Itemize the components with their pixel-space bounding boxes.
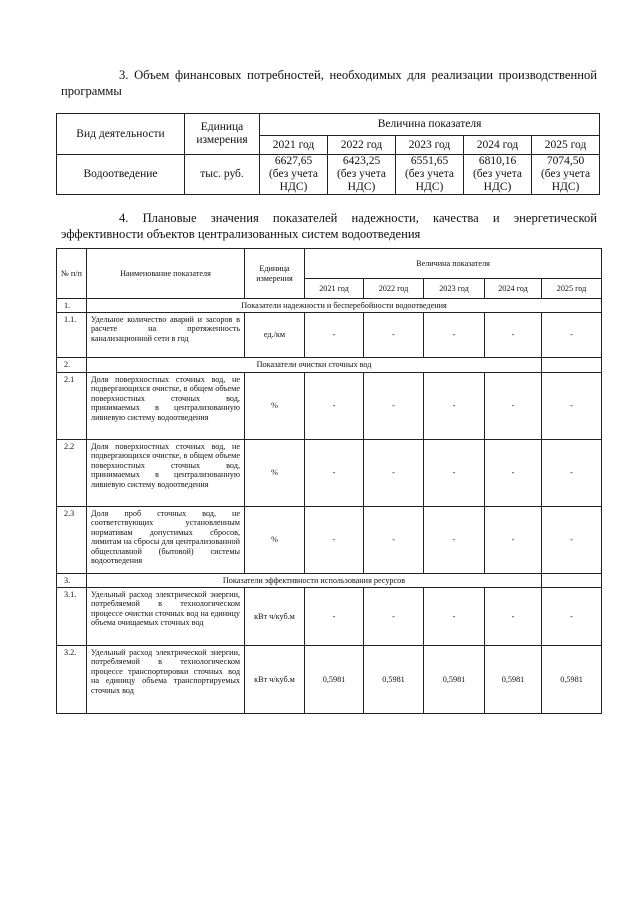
t2-row-value: - xyxy=(542,507,602,574)
t2-row-value: - xyxy=(305,588,364,646)
t1-header-activity: Вид деятельности xyxy=(57,114,185,155)
t2-row-unit: ед./км xyxy=(245,313,305,358)
t2-empty-cell xyxy=(542,358,602,373)
t2-row-name: Удельное количество аварий и засоров в расчете на протяженность канализационной сети в год xyxy=(87,313,245,358)
t1-value-cell xyxy=(464,155,532,195)
t1-value-cell xyxy=(532,155,600,195)
t2-header-num: № п/п xyxy=(57,249,87,299)
financial-needs-table xyxy=(56,113,600,195)
t1-value-note: (без учета НДС) xyxy=(336,168,387,193)
t2-row-num: 3.1. xyxy=(57,588,87,646)
t2-row-value: - xyxy=(305,373,364,440)
t2-year: 2025 год xyxy=(542,279,602,299)
t2-row-value: 0,5981 xyxy=(542,646,602,714)
t2-section-num: 1. xyxy=(57,299,87,313)
indicators-table xyxy=(56,248,602,714)
t2-section-num: 2. xyxy=(57,358,87,373)
t1-value: 6810,16 xyxy=(478,155,517,167)
t2-row-name: Удельный расход электрической энергии, потребляемой в технологическом процессе очистки сточных вод на единицу объема очищаемых сточных вод xyxy=(87,588,245,646)
t1-value: 6423,25 xyxy=(342,155,381,167)
section-3-heading: 3. Объем финансовых потребностей, необходимых для реализации производственной программы xyxy=(61,68,597,98)
t2-row-num: 2.3 xyxy=(57,507,87,574)
t2-year: 2021 год xyxy=(305,279,364,299)
t2-row-value: - xyxy=(542,373,602,440)
t2-section-title: Показатели эффективности использования ресурсов xyxy=(87,574,542,588)
t2-row-value: - xyxy=(424,313,485,358)
t2-header-name: Наименование показателя xyxy=(87,249,245,299)
t2-row-num: 2.1 xyxy=(57,373,87,440)
t2-row-value: - xyxy=(364,440,424,507)
t2-row-value: - xyxy=(485,440,542,507)
t1-value-note: (без учета НДС) xyxy=(472,168,523,193)
t2-row-value: - xyxy=(305,440,364,507)
t2-row-num: 1.1. xyxy=(57,313,87,358)
t2-row-value: - xyxy=(305,507,364,574)
t2-row-name: Доля проб сточных вод, не соответствующих установленным нормативам допустимых сбросов, лимитам на сбросы для централизованной общесплавной (бытовой) системы водоотведения xyxy=(87,507,245,574)
t1-value: 7074,50 xyxy=(546,155,585,167)
t2-section-num: 3. xyxy=(57,574,87,588)
t2-row-unit: % xyxy=(245,507,305,574)
t1-year: 2025 год xyxy=(532,136,600,155)
t1-value: 6627,65 xyxy=(274,155,313,167)
t2-row-value: - xyxy=(485,588,542,646)
t1-unit: тыс. руб. xyxy=(185,155,260,195)
t2-row-num: 3.2. xyxy=(57,646,87,714)
t2-header-unit: Единица измерения xyxy=(245,249,305,299)
t1-header-value: Величина показателя xyxy=(260,114,600,136)
t2-row-unit: кВт ч/куб.м xyxy=(245,588,305,646)
t2-row-value: - xyxy=(542,588,602,646)
t2-row-value: - xyxy=(364,507,424,574)
t1-year: 2022 год xyxy=(328,136,396,155)
t2-row-value: 0,5981 xyxy=(305,646,364,714)
t2-row-unit: % xyxy=(245,440,305,507)
t2-row-value: - xyxy=(485,373,542,440)
t2-row-value: - xyxy=(542,440,602,507)
t2-year: 2023 год xyxy=(424,279,485,299)
t2-row-value: 0,5981 xyxy=(364,646,424,714)
t2-row-value: - xyxy=(424,373,485,440)
t2-row-unit: кВт ч/куб.м xyxy=(245,646,305,714)
t2-row-value: - xyxy=(485,507,542,574)
section-4-heading: 4. Плановые значения показателей надежности, качества и энергетической эффективности объектов централизованных систем водоотведения xyxy=(61,211,597,241)
t1-value-cell xyxy=(260,155,328,195)
t1-activity: Водоотведение xyxy=(57,155,185,195)
t2-year: 2024 год xyxy=(485,279,542,299)
t2-row-value: - xyxy=(424,507,485,574)
t1-value: 6551,65 xyxy=(410,155,449,167)
t1-value-cell xyxy=(328,155,396,195)
t2-section-title: Показатели надежности и бесперебойности водоотведения xyxy=(87,299,602,313)
t2-row-value: - xyxy=(424,588,485,646)
t2-row-name: Доля поверхностных сточных вод, не подвергающихся очистке, в общем объеме поверхностных сточных вод, принимаемых в централизованную ливневую систему водоотведения xyxy=(87,373,245,440)
t2-row-value: 0,5981 xyxy=(485,646,542,714)
t2-section-title: Показатели очистки сточных вод xyxy=(87,358,542,373)
t2-row-unit: % xyxy=(245,373,305,440)
t2-row-name: Доля поверхностных сточных вод, не подвергающихся очистке, в общем объеме поверхностных сточных вод, принимаемых в централизованную ливневую систему водоотведения xyxy=(87,440,245,507)
t2-row-value: 0,5981 xyxy=(424,646,485,714)
t1-value-cell xyxy=(396,155,464,195)
t1-year: 2023 год xyxy=(396,136,464,155)
t2-year: 2022 год xyxy=(364,279,424,299)
t1-value-note: (без учета НДС) xyxy=(540,168,591,193)
t2-row-value: - xyxy=(485,313,542,358)
t2-row-value: - xyxy=(424,440,485,507)
t1-year: 2021 год xyxy=(260,136,328,155)
t1-value-note: (без учета НДС) xyxy=(268,168,319,193)
t1-year: 2024 год xyxy=(464,136,532,155)
t2-row-value: - xyxy=(364,588,424,646)
t1-header-unit: Единица измерения xyxy=(185,114,260,155)
t2-empty-cell xyxy=(542,574,602,588)
t1-value-note: (без учета НДС) xyxy=(404,168,455,193)
t2-row-name: Удельный расход электрической энергии, потребляемой в технологическом процессе транспортировки сточных вод на единицу объема транспортируемых сточных вод xyxy=(87,646,245,714)
t2-row-value: - xyxy=(305,313,364,358)
t2-row-num: 2.2 xyxy=(57,440,87,507)
t2-row-value: - xyxy=(364,313,424,358)
t2-row-value: - xyxy=(542,313,602,358)
t2-header-value: Величина показателя xyxy=(305,249,602,279)
t2-row-value: - xyxy=(364,373,424,440)
